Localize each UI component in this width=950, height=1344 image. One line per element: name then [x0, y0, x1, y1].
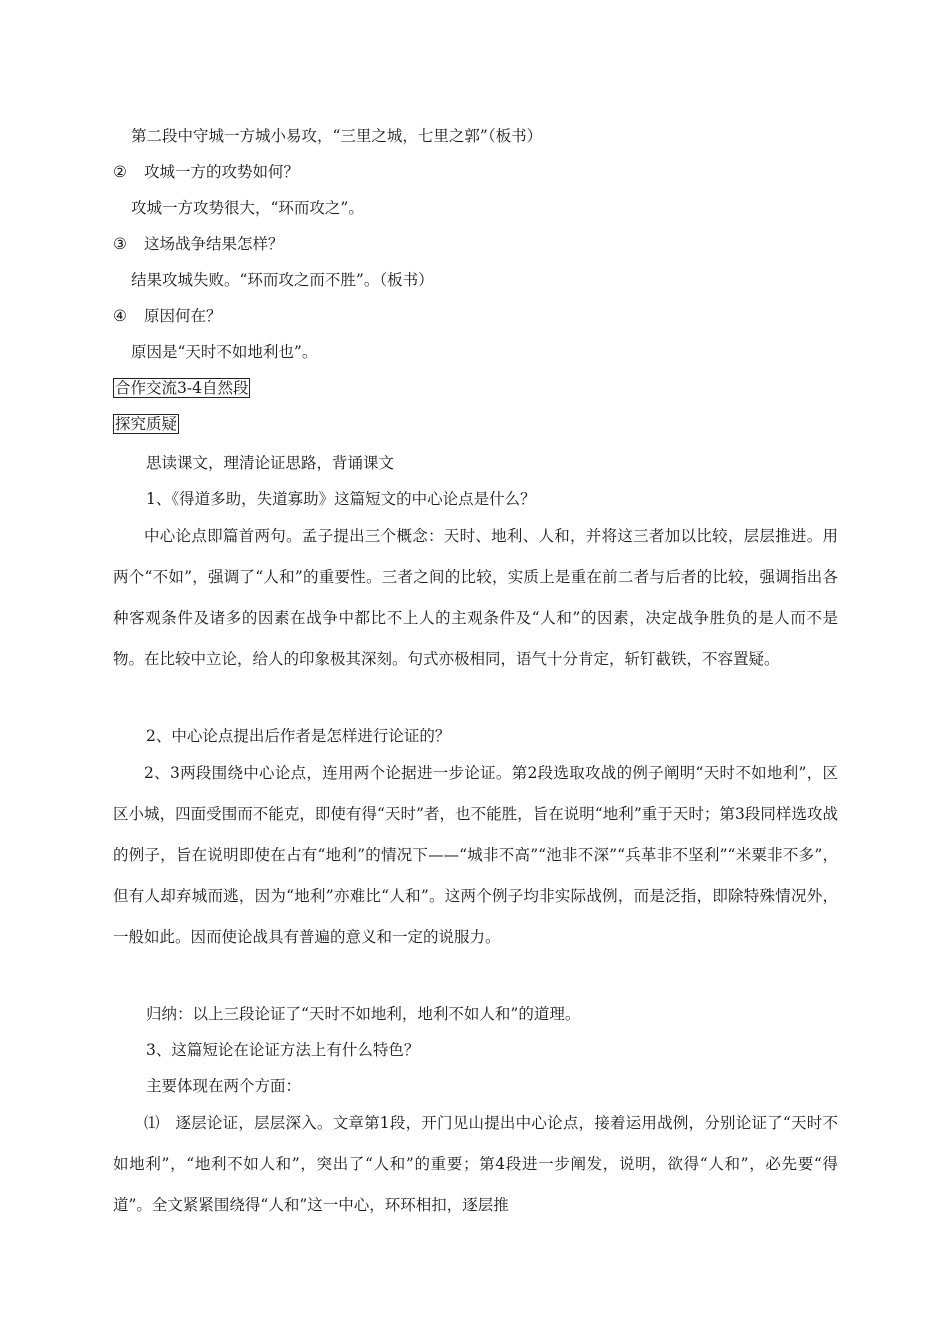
answer-intro: 主要体现在两个方面：	[146, 1077, 302, 1095]
section-heading-cooperate	[113, 378, 250, 398]
answer-3: 结果攻城失败。“环而攻之而不胜”。（板书）	[131, 271, 434, 289]
answer-4: 原因是“天时不如地利也”。	[131, 343, 318, 361]
answer-paragraph-2: 2、3两段围绕中心论点，连用两个论据进一步论证。第2段选取攻战的例子阐明“天时不如地利”，区区小城，四面受围而不能克，即使有得“天时”者，也不能胜，旨在说明“地利”重于天时；第3段同样选攻战的例子，旨在说明即使在占有“地利”的情况下——“城非不高”“池非不深”“兵革非不坚利”“米粟非不多”，但有人却弃城而逃，因为“地利”亦难比“人和”。这两个例子均非实际战例，而是泛指，即除特殊情况外，一般如此。因而使论战具有普遍的意义和一定的说服力。	[113, 764, 838, 946]
question-2	[113, 162, 299, 182]
question-1-heading: 1、《得道多助，失道寡助》这篇短文的中心论点是什么？	[146, 490, 536, 508]
question-marker: ④	[113, 307, 127, 325]
question-marker: ②	[113, 163, 127, 181]
section-heading-explore	[113, 414, 179, 434]
question-text: 这场战争结果怎样？	[143, 235, 284, 253]
section-heading-label: 探究质疑	[115, 415, 178, 433]
question-3	[113, 234, 283, 254]
answer-paragraph-3: ⑴ 逐层论证，层层深入。文章第1段，开门见山提出中心论点，接着运用战例，分别论证了“天时不如地利”，“地利不如人和”，突出了“人和”的重要；第4段进一步阐发，说明，欲得“人和”，必先要“得道”。全文紧紧围绕得“人和”这一中心，环环相扣，逐层推	[113, 1114, 838, 1214]
question-text: 攻城一方的攻势如何？	[143, 163, 299, 181]
question-4	[113, 306, 221, 326]
question-text: 原因何在？	[143, 307, 222, 325]
question-3-heading: 3、这篇短论在论证方法上有什么特色？	[146, 1041, 420, 1059]
answer-paragraph-1: 中心论点即篇首两句。孟子提出三个概念：天时、地利、人和，并将这三者加以比较，层层推进。用两个“不如”，强调了“人和”的重要性。三者之间的比较，实质上是重在前二者与后者的比较，强调指出各种客观条件及诸多的因素在战争中都比不上人的主观条件及“人和”的因素，决定战争胜负的是人而不是物。在比较中立论，给人的印象极其深刻。句式亦极相同，语气十分肯定，斩钉截铁，不容置疑。	[113, 527, 838, 668]
section-heading-label: 合作交流3-4自然段	[115, 379, 249, 397]
question-marker: ③	[113, 235, 127, 253]
intro-line: 思读课文，理清论证思路，背诵课文	[146, 454, 395, 472]
question-2-heading: 2、中心论点提出后作者是怎样进行论证的？	[146, 727, 451, 745]
board-note-line: 第二段中守城一方城小易攻，“三里之城，七里之郭”（板书）	[131, 127, 543, 145]
answer-2: 攻城一方攻势很大，“环而攻之”。	[131, 199, 364, 217]
summary-line: 归纳：以上三段论证了“天时不如地利，地利不如人和”的道理。	[146, 1005, 581, 1023]
